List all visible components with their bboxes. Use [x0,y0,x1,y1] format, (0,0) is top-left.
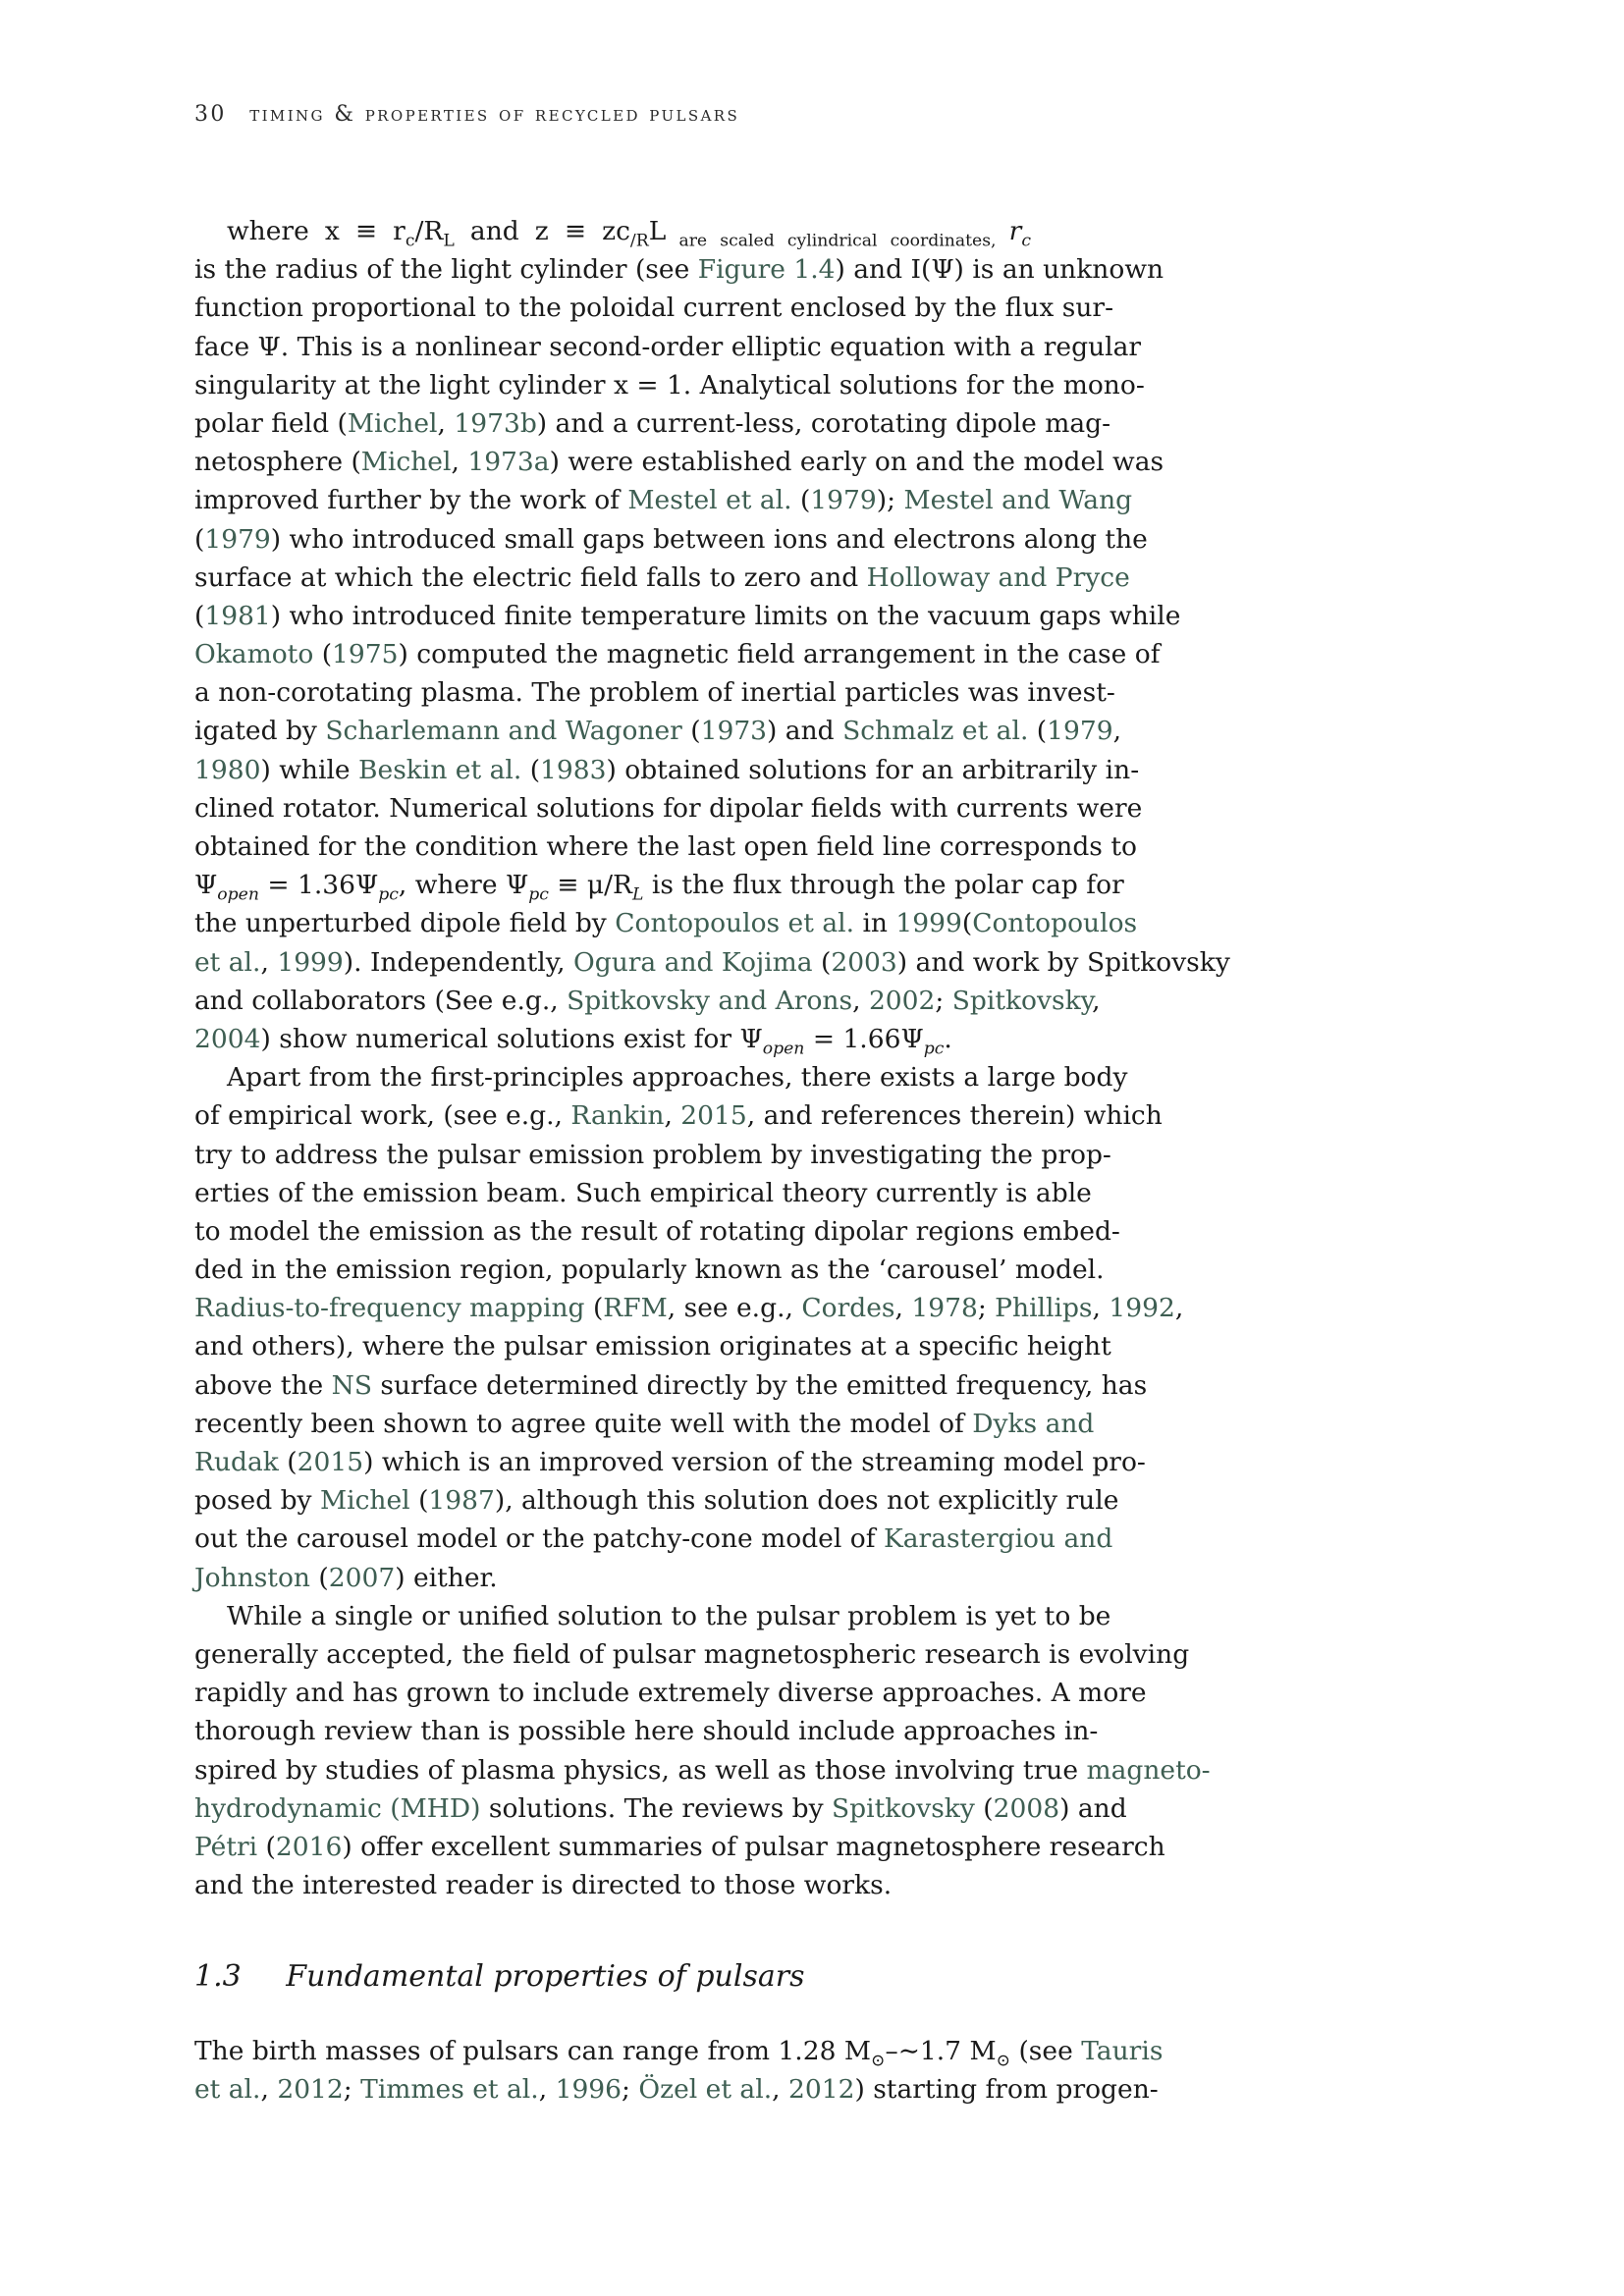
text-run: ( [257,1831,276,1862]
text-run: netosphere ( [194,447,361,478]
text-run: out the carousel model or the patchy-cone model of [194,1523,884,1555]
text-run: ( [961,908,973,939]
subscript: c [1021,231,1031,251]
text-run: Ψ [194,870,218,901]
citation-link[interactable]: 1975 [332,639,399,670]
subscript: pc [378,884,399,905]
text-run: face Ψ. This is a nonlinear second-order elliptic equation with a regular [194,331,1142,362]
citation-link[interactable]: 2012 [277,2074,344,2106]
text-run: spired by studies of plasma physics, as well as those involving true [194,1754,1087,1786]
text-run: , [1092,1293,1110,1324]
text-run: . [944,1023,952,1054]
citation-link[interactable]: Schmalz et al. [842,716,1029,747]
text-line [194,1136,1111,1174]
citation-link[interactable]: RFM [603,1293,668,1324]
text-line [194,1212,1120,1251]
text-run: ; [935,985,952,1016]
text-run: ( [812,946,832,978]
text-run: ). Independently, [343,946,573,978]
text-line [194,943,1230,982]
citation-link[interactable]: Radius-to-frequency mapping [194,1293,585,1324]
citation-link[interactable]: Rudak [194,1447,279,1477]
page-number: 30 [194,102,227,127]
text-line [194,481,1133,519]
text-run: , [437,407,455,439]
subscript: open [762,1039,805,1059]
text-run: ( [313,639,333,670]
citation-link[interactable]: Michel [319,1485,410,1517]
text-line [194,712,1122,750]
citation-link[interactable]: Mestel and Wang [903,485,1133,516]
text-run: , [1092,985,1101,1016]
text-line [194,597,1181,635]
citation-link[interactable]: Pétri [194,1831,258,1862]
subscript: pc [923,1039,945,1059]
citation-link[interactable]: Karastergiou and [883,1523,1113,1555]
text-run: ) who introduced small gaps between ions and electrons along the [270,523,1148,555]
text-run: and collaborators (See e.g., [194,985,568,1016]
text-run: igated by [194,716,326,747]
text-run: ) and [767,716,843,747]
text-line [194,1789,1127,1828]
subscript: L [632,884,644,905]
citation-link[interactable]: Johnston [194,1562,310,1593]
text-run: posed by [194,1485,320,1517]
citation-link[interactable]: NS [331,1369,372,1401]
text-run: ) which is an improved version of the streaming model pro- [363,1447,1146,1477]
citation-link[interactable]: hydrodynamic (MHD) [194,1792,481,1824]
text-line [194,328,1142,366]
text-run: erties of the emission beam. Such empirical theory currently is able [194,1177,1092,1208]
text-run: is the radius of the light cylinder (see [194,254,698,286]
subscript: ⊙ [871,2051,886,2071]
text-line [194,1327,1111,1365]
citation-link[interactable]: 1973a [467,447,550,478]
text-run: ) offer excellent summaries of pulsar magnetosphere research [342,1831,1165,1862]
text-run: and the interested reader is directed to those works. [194,1870,893,1901]
citation-link[interactable]: Contopoulos et al. [615,908,855,939]
text-run: ; [977,1293,996,1324]
text-run: ( [791,485,811,516]
text-run: –∼1.7 M [885,2036,997,2066]
text-line [194,1866,1031,1904]
text-run: /R [414,216,444,246]
citation-link[interactable]: 2012 [787,2074,855,2106]
text-run: a non-corotating plasma. The problem of inertial particles was invest- [194,677,1115,709]
citation-link[interactable]: Phillips [995,1293,1093,1324]
text-run: While a single or unified solution to the pulsar problem is yet to be [227,1600,1111,1631]
text-line [194,1366,1148,1405]
text-run: , [772,2074,788,2106]
text-line [194,828,1137,866]
citation-link[interactable]: 1983 [540,754,607,785]
text-run: function proportional to the poloidal current enclosed by the flux sur- [194,293,1114,324]
citation-link[interactable]: magneto- [1086,1754,1211,1786]
text-run: ) were established early on and the model was [549,447,1164,478]
citation-link[interactable]: 1992 [1109,1293,1175,1324]
text-run: ( [409,1485,429,1517]
section-title: Fundamental properties of pulsars [286,1959,805,1994]
text-run: ) and work by Spitkovsky [896,946,1230,978]
subscript: /R [629,231,649,251]
text-run: above the [194,1369,332,1401]
text-run: and z ≡ z [454,216,617,246]
citation-link[interactable]: Rankin [570,1100,665,1132]
citation-link[interactable]: 1987 [428,1485,495,1517]
section-heading [194,1959,805,1994]
citation-link[interactable]: Cordes [801,1293,895,1324]
citation-link[interactable]: 2015 [680,1100,747,1132]
text-line [194,1751,1211,1789]
text-run: ( [194,600,205,631]
citation-link[interactable]: 1979 [1047,716,1113,747]
text-run: , [1112,716,1122,747]
text-line [194,212,1031,250]
text-run: ( [309,1562,329,1593]
citation-link[interactable]: 1973b [454,407,537,439]
citation-link[interactable]: 2015 [297,1447,364,1477]
text-line [194,1712,1099,1750]
text-line [194,1674,1147,1712]
text-run: try to address the pulsar emission problem by investigating the prop- [194,1139,1111,1170]
text-run: , [1174,1293,1184,1324]
text-run: improved further by the work of [194,485,628,516]
text-run: ( [584,1293,604,1324]
text-run: , [852,985,869,1016]
text-run: ) who introduced finite temperature limits on the vacuum gaps while [270,600,1181,631]
citation-link[interactable]: 2008 [993,1792,1060,1824]
citation-link[interactable]: Scharlemann and Wagoner [325,716,682,747]
text-run: where x ≡ r [227,216,406,246]
text-run: ; [343,2074,361,2106]
text-run: rapidly and has grown to include extremely diverse approaches. A more [194,1678,1147,1709]
citation-link[interactable]: Spitkovsky and Arons [567,985,853,1016]
citation-link[interactable]: 2016 [275,1831,343,1862]
subscript: c [405,231,415,251]
text-run: is the flux through the polar cap for [643,870,1124,901]
subscript: are scaled cylindrical coordinates, [666,231,1009,251]
citation-link[interactable]: Beskin et al. [358,754,522,785]
text-run: c [616,216,630,246]
citation-link[interactable]: Tauris [1081,2036,1164,2066]
text-run: ; [622,2074,639,2106]
section-text [194,2032,1164,2109]
citation-link[interactable]: 2002 [868,985,936,1016]
text-line [194,366,1145,404]
citation-link[interactable]: 1999 [895,908,962,939]
text-run: recently been shown to agree quite well with the model of [194,1408,973,1439]
text-line [194,520,1148,559]
text-run: solutions. The reviews by [480,1792,832,1824]
text-run: clined rotator. Numerical solutions for dipolar fields with currents were [194,792,1143,824]
citation-link[interactable]: 1999 [277,946,344,978]
text-run: surface determined directly by the emitted frequency, has [371,1369,1148,1401]
text-line [194,1020,1031,1058]
subscript: pc [528,884,549,905]
citation-link[interactable]: Özel et al. [638,2074,773,2106]
section-number: 1.3 [194,1959,242,1994]
text-run: to model the emission as the result of rotating dipolar regions embed- [194,1215,1120,1247]
citation-link[interactable]: Michel [347,407,438,439]
text-line [194,1597,1111,1635]
text-line [194,1443,1146,1481]
text-line [194,866,1124,905]
text-line [194,1828,1165,1866]
citation-link[interactable]: Okamoto [194,639,314,670]
text-line [194,1481,1119,1520]
text-run: ( [278,1447,298,1477]
text-run: , see e.g., [667,1293,802,1324]
text-line [194,673,1115,712]
text-run: , [260,2074,278,2106]
chapter-title: timing & properties of recycled pulsars [249,102,740,127]
text-line [194,751,1140,789]
citation-link[interactable]: Holloway and Pryce [866,561,1130,593]
citation-link[interactable]: 1981 [204,600,271,631]
text-line [194,2032,1164,2071]
text-run: ) computed the magnetic field arrangement in the case of [398,639,1161,670]
text-run: ( [194,523,205,555]
text-line [194,443,1164,481]
text-run: L [648,216,667,246]
citation-link[interactable]: Timmes et al. [360,2074,539,2106]
text-run: , [538,2074,556,2106]
citation-link[interactable]: Ogura and Kojima [573,946,813,978]
text-run: , and references therein) which [746,1100,1163,1132]
citation-link[interactable]: et al. [194,2074,261,2106]
text-run: ( [681,716,701,747]
text-run: ) and a current-less, corotating dipole mag- [536,407,1111,439]
text-run: of empirical work, (see e.g., [194,1100,571,1132]
text-run: ) either. [395,1562,498,1593]
citation-link[interactable]: 1978 [911,1293,978,1324]
text-run: singularity at the light cylinder x = 1. Analytical solutions for the mono- [194,369,1145,400]
subscript: open [217,884,259,905]
text-run: the unperturbed dipole field by [194,908,616,939]
text-run: , [260,946,278,978]
subscript: ⊙ [996,2051,1011,2071]
text-run: ( [521,754,541,785]
citation-link[interactable]: 2004 [194,1023,261,1054]
citation-link[interactable]: et al. [194,946,261,978]
main-text [194,212,1230,1904]
text-line [194,982,1101,1020]
citation-link[interactable]: Dyks and [972,1408,1095,1439]
text-run: ded in the emission region, popularly known as the ‘carousel’ model. [194,1255,1105,1286]
text-run: = 1.66Ψ [804,1023,924,1054]
text-line [194,1251,1105,1289]
citation-link[interactable]: Spitkovsky [951,985,1093,1016]
text-line [194,789,1143,828]
citation-link[interactable]: 1979 [204,523,271,555]
citation-link[interactable]: Figure 1.4 [697,254,836,286]
text-run: surface at which the electric field falls to zero and [194,561,867,593]
citation-link[interactable]: 1979 [810,485,877,516]
citation-link[interactable]: Michel [360,447,452,478]
citation-link[interactable]: 1980 [194,754,261,785]
text-run: = 1.36Ψ [258,870,379,901]
text-line [194,1635,1190,1674]
citation-link[interactable]: Spitkovsky [831,1792,975,1824]
text-run: obtained for the condition where the last open field line corresponds to [194,831,1137,862]
citation-link[interactable]: 2003 [831,946,897,978]
text-run: ), although this solution does not explicitly rule [494,1485,1119,1517]
citation-link[interactable]: Mestel et al. [627,485,792,516]
text-run: r [1008,216,1022,246]
running-head [194,102,739,127]
text-run: The birth masses of pulsars can range from 1.28 M [194,2036,871,2066]
text-line [194,1096,1163,1135]
text-line [194,904,1138,942]
citation-link[interactable]: 1973 [700,716,768,747]
text-run: ) starting from progen- [854,2074,1159,2106]
text-run: , [664,1100,681,1132]
citation-link[interactable]: Contopoulos [972,908,1138,939]
text-run: ( [1028,716,1048,747]
text-line [194,1289,1184,1327]
text-run: ) show numerical solutions exist for Ψ [260,1023,763,1054]
text-line [194,250,1164,289]
text-line [194,1405,1095,1443]
text-run: ) obtained solutions for an arbitrarily in- [606,754,1140,785]
text-run: , [451,447,468,478]
text-line [194,289,1114,327]
text-run: in [854,908,896,939]
text-run: ) and I(Ψ) is an unknown [835,254,1164,286]
text-line [194,404,1111,443]
text-run: generally accepted, the field of pulsar magnetospheric research is evolving [194,1638,1190,1670]
text-run: , [894,1293,912,1324]
text-line [194,1058,1128,1096]
text-line [194,635,1161,673]
text-run: ( [974,1792,994,1824]
text-line [194,1174,1092,1212]
text-line [194,2070,1159,2109]
text-run: Apart from the first-principles approaches, there exists a large body [227,1062,1128,1094]
text-line [194,559,1130,597]
text-run: ); [876,485,904,516]
citation-link[interactable]: 1996 [555,2074,623,2106]
text-run: ) and [1059,1792,1127,1824]
text-run: polar field ( [194,407,348,439]
text-line [194,1520,1113,1558]
text-line [194,1559,1031,1597]
subscript: L [443,231,455,251]
text-run: ≡ μ/R [548,870,633,901]
text-run: thorough review than is possible here should include approaches in- [194,1716,1099,1747]
text-run: and others), where the pulsar emission originates at a specific height [194,1331,1111,1362]
text-run: , where Ψ [398,870,529,901]
text-run: ) while [260,754,359,785]
text-run: (see [1010,2036,1082,2066]
citation-link[interactable]: 2007 [328,1562,396,1593]
